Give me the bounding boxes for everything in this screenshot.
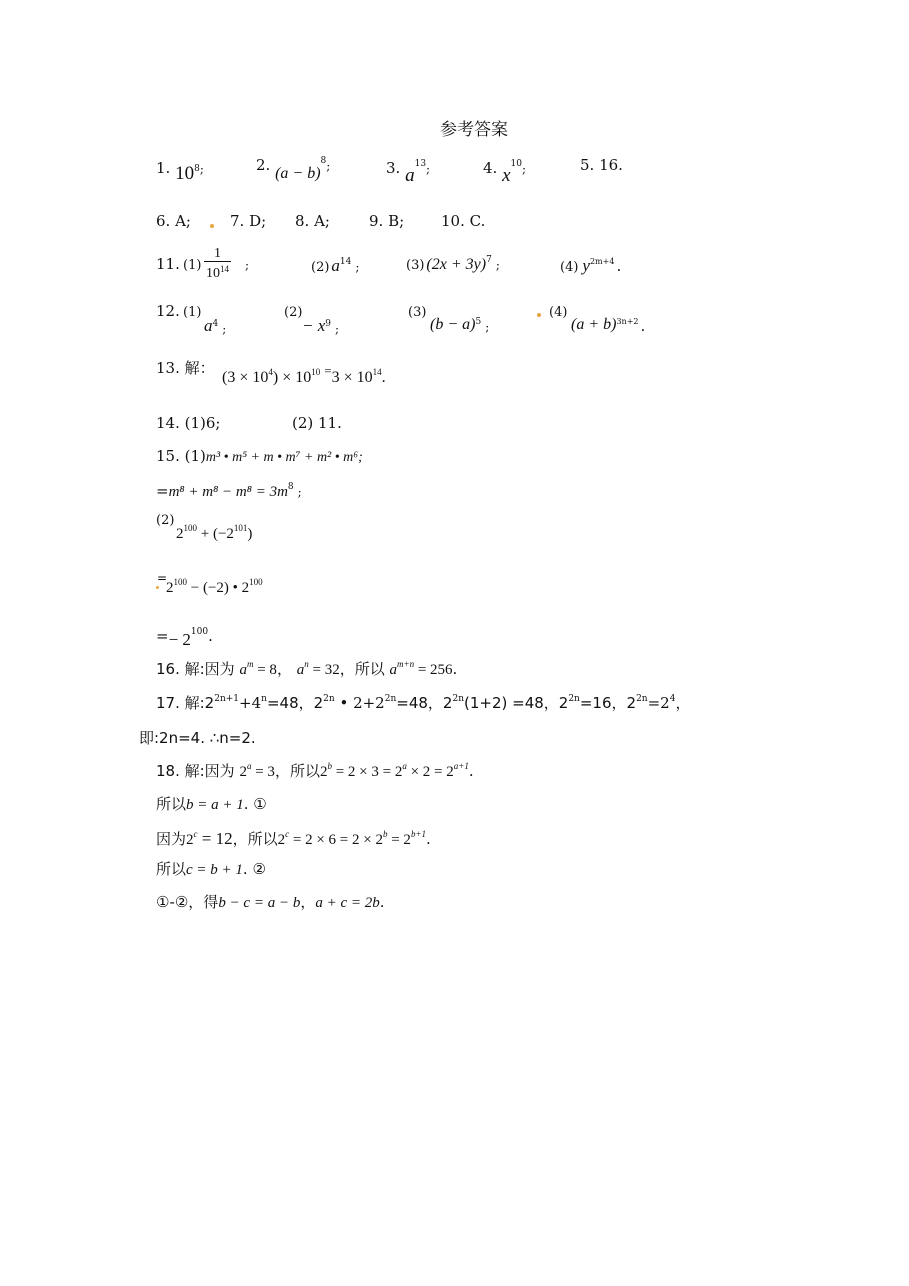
answer-11-fraction: $\frac{1}{10^{14}}$ xyxy=(206,246,229,281)
answer-15-line2: $=m^8 + m^8 - m^8 = 3m^8$ ; xyxy=(156,482,302,500)
answer-14-part2: (2) 11. xyxy=(292,414,342,432)
answer-15-line4: $2^{100} - (-2)$ • $2^{100}$ xyxy=(166,577,263,596)
answer-12-part2: (2) − $x^9$ ; xyxy=(284,305,340,336)
answer-2: 2. $(a - b)^8$; xyxy=(256,156,331,182)
answer-11-label: 11. xyxy=(156,255,180,273)
answer-18-line4: 所以c = b + 1. ② xyxy=(156,860,266,878)
answer-15-part2-label: (2) xyxy=(156,513,175,528)
answer-10: 10. C. xyxy=(441,212,486,230)
answer-18-line2: 所以b = a + 1. ① xyxy=(156,795,267,813)
answer-12-part4: (4) $(a + b)^{3n+2}$ . xyxy=(549,305,646,335)
answer-18-line1: 18. 解:因为 $2^a = 3$，所以$2^b = 2 \times 3 = 2^a \times 2 = 2^{a+1}$. xyxy=(156,761,474,780)
answer-18-line5: ①-②，得b − c = a − b，a + c = 2b. xyxy=(156,893,385,911)
answer-15-line5: =− $2^{100}$. xyxy=(156,627,213,649)
answer-8: 8. A; xyxy=(295,212,330,230)
answer-4: 4. $x^{10}$; xyxy=(483,159,527,186)
stray-mark xyxy=(210,224,214,228)
answer-13-expression: $(3 \times 10^4) \times 10^{10}$ $^=3 \times 10^{14}$. xyxy=(222,363,386,386)
answer-11-part1: (1) xyxy=(183,258,202,273)
answer-12-part1: (1) $a^4$ ; xyxy=(183,305,227,336)
answer-16: 16. 解:因为 $a^m = 8$， $a^n = 32$，所以 $a^{m+n} = 256$. xyxy=(156,659,458,678)
answer-1: 1. 108; xyxy=(156,159,204,184)
answer-3: 3. $a^{13}$; xyxy=(386,159,431,186)
stray-mark xyxy=(537,313,541,317)
answer-5: 5. 16. xyxy=(580,156,623,174)
answer-17-line2: 即:2n=4. ∴n=2. xyxy=(139,729,256,747)
page-title: 参考答案 xyxy=(440,120,508,140)
answer-12-label: 12. xyxy=(156,302,180,320)
answer-13-label: 13. 解： xyxy=(156,359,215,377)
answer-17-line1: 17. 解$:2^{2n+1}+4^n=48$，$2^{2n}$ • $2+2^{2n}=48$，$2^{2n}(1+2) =48$，$2^{2n}=16$，$2^{2n}=2^4$， xyxy=(156,694,691,712)
answer-11-sep1: ; xyxy=(245,258,250,272)
answer-15-line1: 15. (1)m³ • m⁵ + m • m⁷ + m² • m⁶; xyxy=(156,447,363,465)
answer-11-part2: (2) $a^{14}$ ; xyxy=(311,256,360,275)
answer-9: 9. B; xyxy=(369,212,405,230)
answer-11-part3: (3) $(2x + 3y)^7$ ; xyxy=(406,255,500,273)
answer-11-part4: (4) $y^{2m+4}$ . xyxy=(560,256,622,275)
answer-18-line3: 因为$2^c = 12$，所以$2^c = 2 \times 6 = 2 \times 2^b = 2^{b+1}$. xyxy=(156,829,431,848)
stray-mark xyxy=(156,586,159,589)
answer-14-part1: 14. (1)6; xyxy=(156,414,221,432)
answer-15-line3: $2^{100} + (-2^{101})$ xyxy=(176,523,253,542)
answer-12-part3: (3) $(b - a)^5$ ; xyxy=(408,305,490,334)
answer-6: 6. A; xyxy=(156,212,191,230)
answer-15-line4-eq: = xyxy=(157,571,168,585)
answer-7: 7. D; xyxy=(230,212,267,230)
